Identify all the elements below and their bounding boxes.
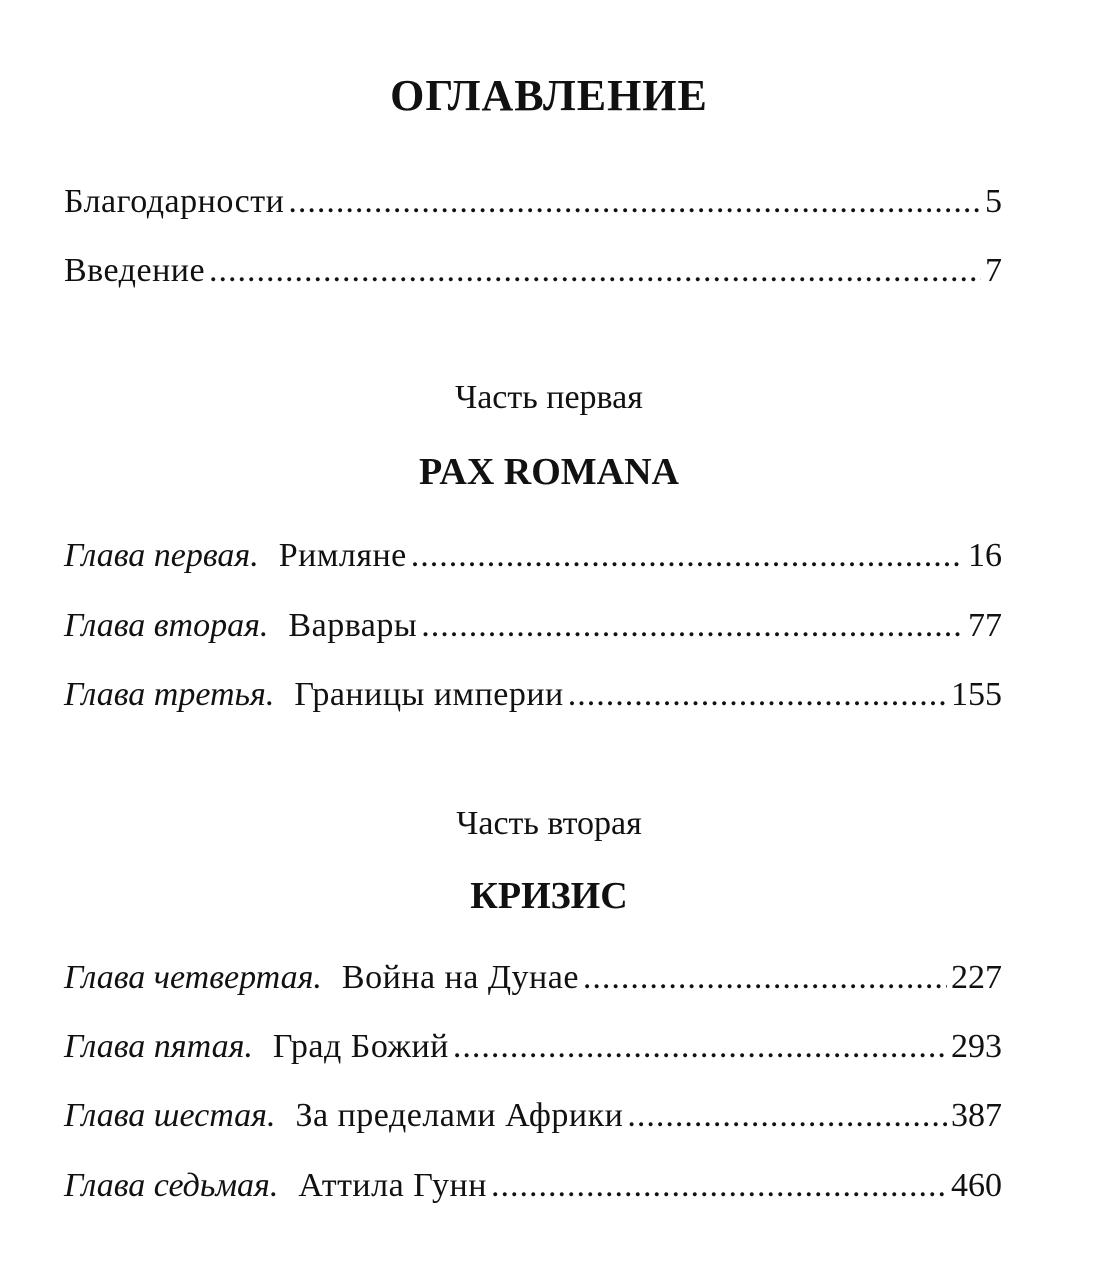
part-two-title: КРИЗИС bbox=[470, 875, 628, 917]
page-number: 16 bbox=[968, 537, 1002, 574]
page-number: 155 bbox=[951, 676, 1002, 713]
toc-entry-chapter-2[interactable] bbox=[64, 604, 1002, 648]
toc-entry-acknowledgements[interactable] bbox=[64, 180, 1002, 224]
entry-title: Римляне bbox=[278, 537, 407, 574]
page-number: 5 bbox=[985, 183, 1002, 220]
dot-leader bbox=[421, 604, 964, 648]
dot-leader bbox=[583, 956, 947, 1000]
part-one-label: Часть первая bbox=[455, 379, 643, 416]
entry-title: Град Божий bbox=[272, 1028, 449, 1065]
dot-leader bbox=[568, 673, 947, 717]
toc-entry-chapter-4[interactable] bbox=[64, 956, 1002, 1000]
toc-entry-chapter-3[interactable] bbox=[64, 673, 1002, 717]
entry-title: Введение bbox=[64, 252, 206, 289]
dot-leader bbox=[453, 1025, 947, 1069]
page-number: 227 bbox=[951, 959, 1002, 996]
page-number: 77 bbox=[968, 607, 1002, 644]
page-number: 387 bbox=[951, 1097, 1002, 1134]
page-number: 293 bbox=[951, 1028, 1002, 1065]
toc-entry-chapter-7[interactable] bbox=[64, 1164, 1002, 1208]
dot-leader bbox=[411, 534, 964, 578]
chapter-number: Глава третья. bbox=[64, 676, 275, 713]
part-two-label: Часть вторая bbox=[456, 805, 642, 842]
dot-leader bbox=[491, 1164, 947, 1208]
page-number: 460 bbox=[951, 1167, 1002, 1204]
entry-title: Границы империи bbox=[294, 676, 564, 713]
page-number: 7 bbox=[985, 252, 1002, 289]
entry-title: Аттила Гунн bbox=[298, 1167, 487, 1204]
part-one-title: PAX ROMANA bbox=[419, 451, 679, 493]
entry-title: Война на Дунае bbox=[341, 959, 579, 996]
chapter-number: Глава четвертая. bbox=[64, 959, 322, 996]
chapter-number: Глава пятая. bbox=[64, 1028, 253, 1065]
dot-leader bbox=[209, 249, 981, 293]
dot-leader bbox=[288, 180, 981, 224]
chapter-number: Глава первая. bbox=[64, 537, 259, 574]
chapter-number: Глава шестая. bbox=[64, 1097, 276, 1134]
toc-entry-chapter-6[interactable] bbox=[64, 1094, 1002, 1138]
chapter-number: Глава вторая. bbox=[64, 607, 269, 644]
page-title: ОГЛАВЛЕНИЕ bbox=[390, 71, 708, 120]
toc-entry-chapter-1[interactable] bbox=[64, 534, 1002, 578]
chapter-number: Глава седьмая. bbox=[64, 1167, 279, 1204]
entry-title: Варвары bbox=[288, 607, 418, 644]
toc-entry-introduction[interactable] bbox=[64, 249, 1002, 293]
toc-entry-chapter-5[interactable] bbox=[64, 1025, 1002, 1069]
dot-leader bbox=[627, 1094, 947, 1138]
entry-title: За пределами Африки bbox=[295, 1097, 624, 1134]
entry-title: Благодарности bbox=[64, 183, 285, 220]
